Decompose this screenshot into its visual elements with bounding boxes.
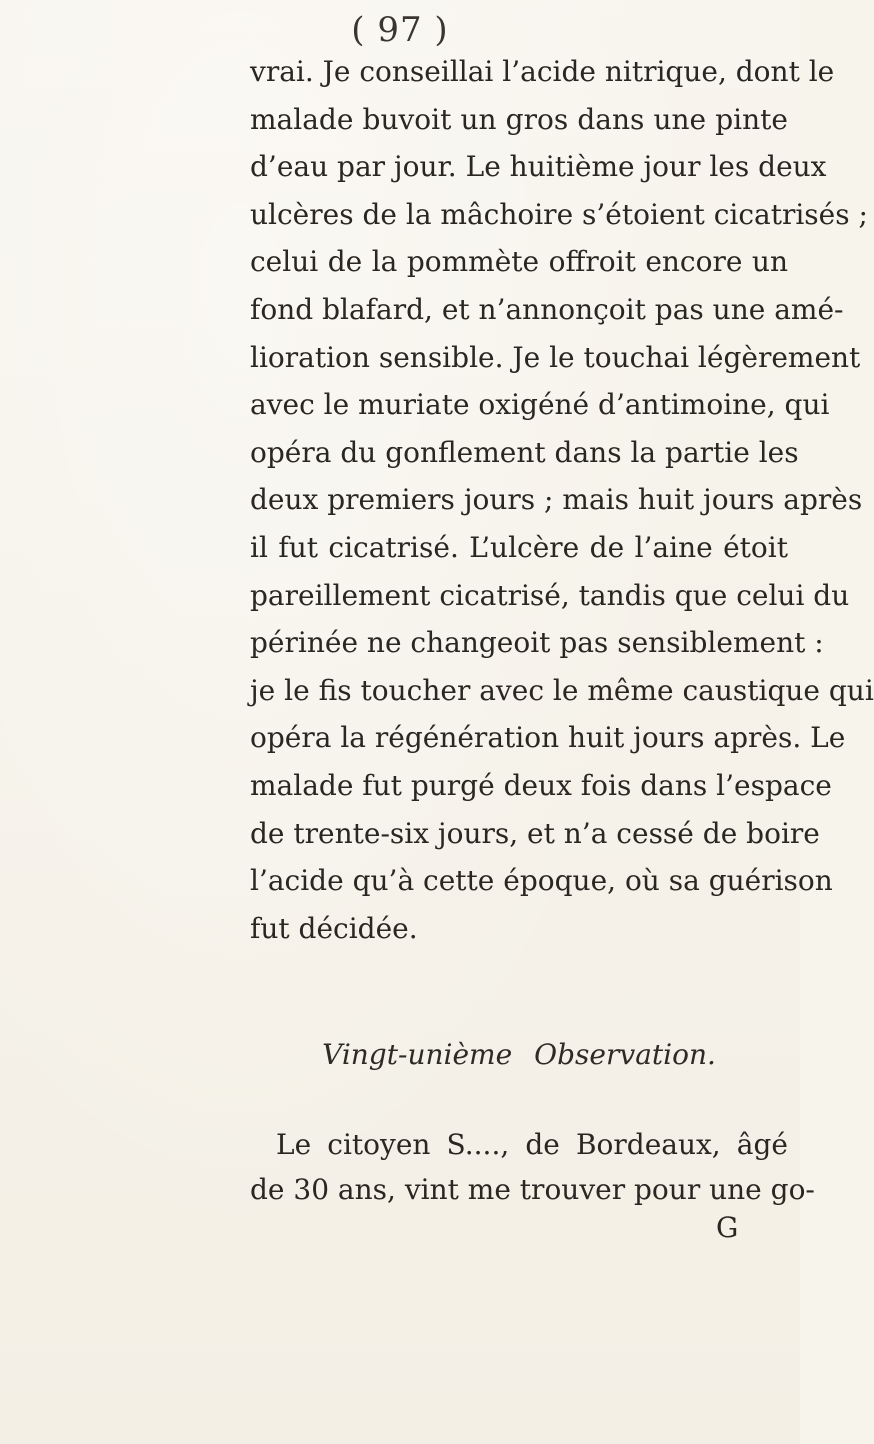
- text-line: vrai. Je conseillai l’acide nitrique, dont le: [250, 55, 835, 88]
- text-line: opéra la régénération huit jours après. Le: [250, 721, 846, 755]
- text-line: fut décidée.: [250, 911, 418, 945]
- text-line: il fut cicatrisé. L’ulcère de l’aine étoit: [250, 530, 788, 564]
- section-heading: [250, 1035, 788, 1075]
- text-line: périnée ne changeoit pas sensiblement :: [250, 626, 824, 660]
- text-line: pareillement cicatrisé, tandis que celui du: [250, 578, 850, 612]
- text-line: deux premiers jours ; mais huit jours après: [250, 483, 863, 517]
- text-line: je le fis toucher avec le même caustique qui: [250, 673, 874, 707]
- signature-mark: G: [716, 1211, 739, 1244]
- text-line: Le citoyen S...., de Bordeaux, âgé: [276, 1128, 788, 1161]
- text-line: d’eau par jour. Le huitième jour les deux: [250, 150, 827, 184]
- text-line: malade fut purgé deux fois dans l’espace: [250, 768, 832, 802]
- text-line: ulcères de la mâchoire s’étoient cicatrisés ;: [250, 197, 868, 231]
- text-line: de 30 ans, vint me trouver pour une go-: [250, 1173, 815, 1206]
- text-line: avec le muriate oxigéné d’antimoine, qui: [250, 388, 830, 422]
- text-line: opéra du gonflement dans la partie les: [250, 435, 799, 469]
- text-line: malade buvoit un gros dans une pinte: [250, 102, 788, 136]
- heading-title: Observation.: [534, 1038, 716, 1071]
- heading-ordinal: Vingt-unième: [322, 1038, 513, 1071]
- text-line: fond blafard, et n’annonçoit pas une amé-: [250, 292, 844, 326]
- text-line: celui de la pommète offroit encore un: [250, 245, 788, 279]
- text-line: de trente-six jours, et n’a cessé de boire: [250, 816, 820, 850]
- text-line: lioration sensible. Je le touchai légèrement: [250, 340, 861, 374]
- text-line: l’acide qu’à cette époque, où sa guérison: [250, 864, 833, 898]
- page-number: ( 97 ): [351, 10, 449, 50]
- next-paragraph: [250, 1122, 815, 1212]
- body-paragraph: [250, 48, 874, 952]
